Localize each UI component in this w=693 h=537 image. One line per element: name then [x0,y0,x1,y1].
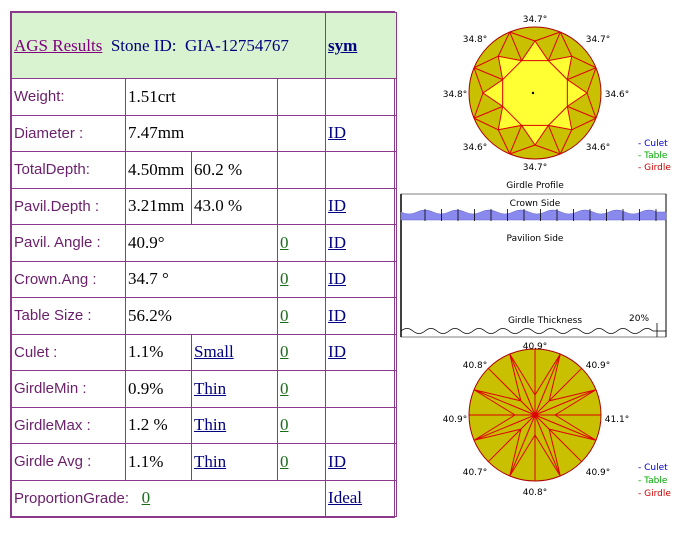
diagram-panel [395,0,693,533]
row-girdle-avg [12,444,397,481]
row-label: Girdle Avg : [12,444,126,481]
proportion-grade-cell [12,480,326,517]
proportion-grade-label: ProportionGrade: [14,490,130,508]
row-grade [278,152,326,189]
legend-top [638,139,671,173]
row-value-2: 60.2 % [192,152,278,189]
grade-link[interactable]: 0 [280,451,289,471]
row-proportion-grade [12,480,397,517]
row-value: 4.50mm [126,152,192,189]
row-sym [326,407,397,444]
girdle-profile [401,181,666,337]
row-grade [278,115,326,152]
row-value: 7.47mm [126,115,278,152]
row-value-2 [192,444,278,481]
row-value-2 [192,407,278,444]
grade-link[interactable]: 0 [280,269,289,289]
crown-angle-right: 34.6° [604,90,630,100]
row-value: 1.51crt [126,79,278,116]
crown-angle-top-left: 34.8° [462,35,488,45]
row-grade [278,371,326,408]
crown-diagram [443,15,630,173]
row-label: Diameter : [12,115,126,152]
sym-id-link[interactable]: ID [328,305,346,325]
row-value: 34.7 ° [126,261,278,298]
row-value: 1.2 % [126,407,192,444]
ideal-cell [326,480,397,517]
row-pavilion-depth [12,188,397,225]
legend-bottom [638,463,671,499]
row-grade [278,225,326,262]
grade-link[interactable]: 0 [280,415,289,435]
row-label: Crown.Ang : [12,261,126,298]
row-sym [326,152,397,189]
row-value-2: 43.0 % [192,188,278,225]
header-cell [12,13,326,79]
crown-table-polygon [503,61,568,126]
girdle-link[interactable]: Thin [194,378,227,398]
row-value-2 [192,334,278,371]
row-label: Pavil. Angle : [12,225,126,262]
row-value: 1.1% [126,334,192,371]
row-girdle-min [12,371,397,408]
row-grade [278,444,326,481]
crown-culet-dot [532,92,534,94]
crown-angle-left: 34.8° [442,90,468,100]
row-grade [278,261,326,298]
row-label: GirdleMax : [12,407,126,444]
row-label: TotalDepth: [12,152,126,189]
row-sym [326,298,397,335]
grade-link[interactable]: 0 [280,342,289,362]
row-sym [326,334,397,371]
proportion-grade-link[interactable]: 0 [141,488,151,508]
row-sym [326,79,397,116]
row-label: Pavil.Depth : [12,188,126,225]
stone-id-label: Stone ID: [110,36,177,55]
girdle-link[interactable]: Thin [194,451,227,471]
row-label: GirdleMin : [12,371,126,408]
pavilion-angle-top-left: 40.8° [462,361,488,371]
row-diameter [12,115,397,152]
girdle-thickness-pct: 20% [629,314,650,324]
girdle-thickness-label: Girdle Thickness [507,316,583,326]
pavilion-angle-top: 40.9° [522,342,548,352]
girdle-link[interactable]: Thin [194,415,227,435]
row-value: 56.2% [126,298,278,335]
sym-id-link[interactable]: ID [328,196,346,216]
row-value: 3.21mm [126,188,192,225]
legend-table: - Table [638,476,668,486]
ags-results-link[interactable]: AGS Results [14,36,103,55]
pavilion-angle-bottom-left: 40.7° [462,468,488,478]
pavilion-angle-top-right: 40.9° [585,361,611,371]
row-value: 0.9% [126,371,192,408]
row-label: Weight: [12,79,126,116]
pavilion-angle-bottom-right: 40.9° [585,468,611,478]
row-sym [326,188,397,225]
row-sym [326,371,397,408]
row-grade [278,79,326,116]
row-sym [326,444,397,481]
sym-id-link[interactable]: ID [328,232,346,252]
row-pavilion-angle [12,225,397,262]
crown-angle-top-right: 34.7° [585,35,611,45]
row-crown-angle [12,261,397,298]
pavilion-facet-lines [469,349,601,481]
diagram-svg [395,0,693,533]
row-label: Culet : [12,334,126,371]
row-sym [326,225,397,262]
crown-angle-bottom-left: 34.6° [462,143,488,153]
pavilion-diagram [443,342,630,498]
row-value-2 [192,371,278,408]
ideal-link[interactable]: Ideal [328,488,363,508]
grade-link[interactable]: 0 [280,378,289,398]
crown-angle-top: 34.7° [522,15,548,25]
pavilion-side-label: Pavilion Side [506,234,564,244]
row-value: 1.1% [126,444,192,481]
row-grade [278,188,326,225]
legend-culet: - Culet [638,463,668,473]
row-culet [12,334,397,371]
sym-link[interactable]: sym [328,36,358,55]
grade-link[interactable]: 0 [280,232,289,252]
sym-id-link[interactable]: ID [328,123,346,143]
row-girdle-max [12,407,397,444]
row-grade [278,298,326,335]
crown-angle-bottom-right: 34.6° [585,143,611,153]
sym-id-link[interactable]: ID [328,451,346,471]
row-table-size [12,298,397,335]
crown-angle-bottom: 34.7° [522,163,548,173]
row-total-depth [12,152,397,189]
legend-table: - Table [638,151,668,161]
row-grade [278,407,326,444]
girdle-profile-title: Girdle Profile [506,181,564,191]
pavilion-angle-left: 40.9° [442,415,468,425]
stone-id-value: GIA-12754767 [184,36,289,55]
row-label: Table Size : [12,298,126,335]
row-grade [278,334,326,371]
grade-link[interactable]: 0 [280,305,289,325]
pavilion-angle-right: 41.1° [604,415,630,425]
row-sym [326,115,397,152]
legend-girdle: - Girdle [638,489,671,499]
culet-size-link[interactable]: Small [194,342,234,362]
sym-id-link[interactable]: ID [328,342,346,362]
sym-header-cell [326,13,397,79]
pavilion-angle-bottom: 40.8° [522,488,548,498]
row-value: 40.9° [126,225,278,262]
sym-id-link[interactable]: ID [328,269,346,289]
row-sym [326,261,397,298]
legend-girdle: - Girdle [638,163,671,173]
crown-side-label: Crown Side [509,199,561,209]
row-weight [12,79,397,116]
legend-culet: - Culet [638,139,668,149]
results-table [10,11,395,518]
